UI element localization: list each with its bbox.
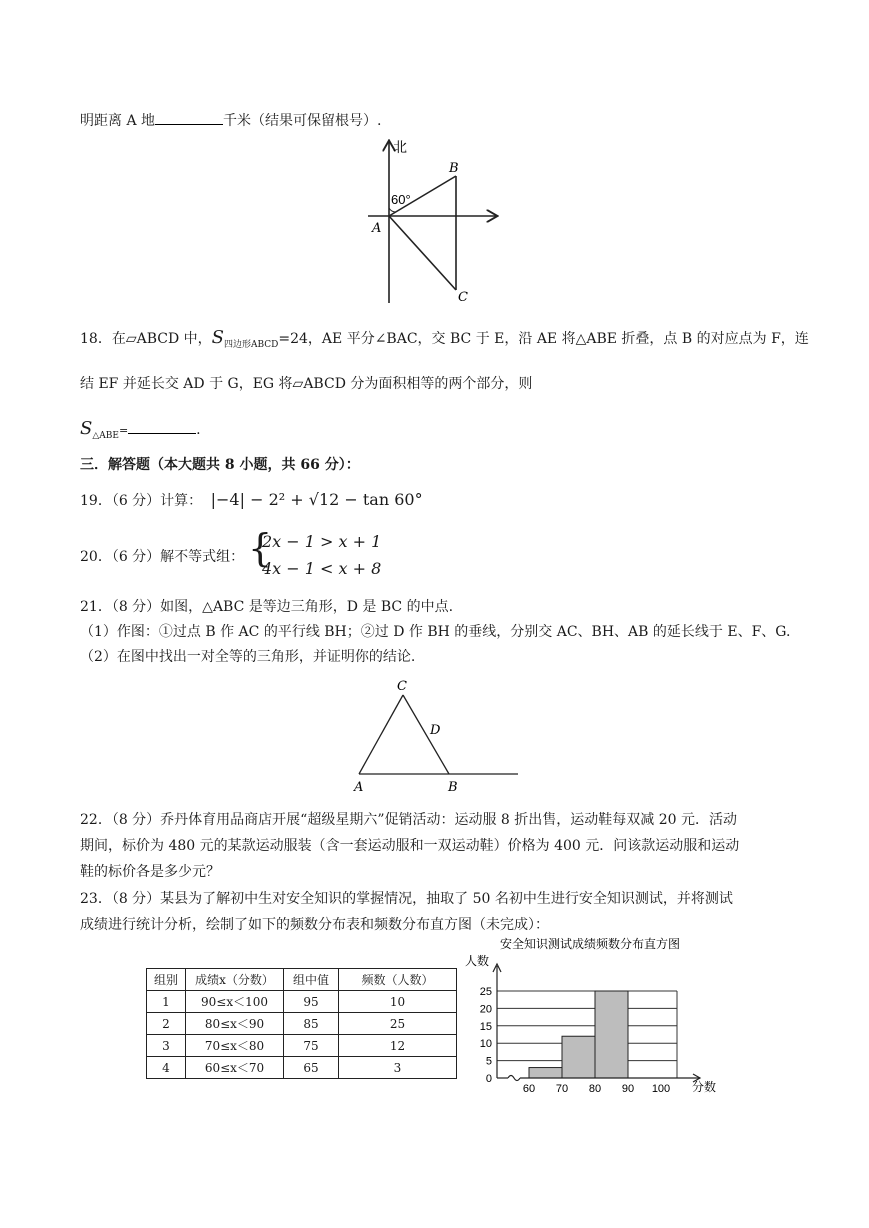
table-header: 组中值: [284, 969, 339, 991]
table-cell: 65: [284, 1057, 339, 1079]
fig17-diagram: [360, 138, 510, 308]
table-cell: 85: [284, 1013, 339, 1035]
table-cell: 60≤x＜70: [186, 1057, 284, 1079]
angle-label: 60°: [391, 192, 411, 207]
q18-ans-subscript: △ABE: [92, 431, 119, 441]
q23-line2: 成绩进行统计分析，绘制了如下的频数分布表和频数分布直方图（未完成）：: [80, 917, 549, 933]
x-tick-label: 90: [621, 1083, 635, 1095]
y-tick-label: 10: [479, 1038, 492, 1051]
segment-ac: [359, 695, 403, 774]
q17-text-after: 千米（结果可保留根号）.: [223, 113, 382, 129]
q20-inequality-1: 2x − 1 > x + 1: [262, 532, 382, 551]
chart-title: 安全知识测试成绩频数分布直方图: [500, 937, 681, 951]
y-axis-label: 人数: [465, 954, 490, 968]
table-cell: 4: [147, 1057, 186, 1079]
q18-area-symbol: S: [211, 327, 224, 348]
q22-line3: 鞋的标价各是多少元？: [80, 864, 220, 880]
table-header: 频数（人数）: [339, 969, 457, 991]
q18-line2: 结 EF 并延长交 AD 于 G，EG 将▱ABCD 分为面积相等的两个部分，则: [80, 376, 533, 392]
table-cell: 1: [147, 991, 186, 1013]
axis-break: [508, 1076, 520, 1081]
table-cell: 80≤x＜90: [186, 1013, 284, 1035]
histogram-bar: [595, 991, 628, 1078]
table-row: [147, 1057, 457, 1079]
x-tick-label: 60: [522, 1083, 536, 1095]
table-cell: 90≤x＜100: [186, 991, 284, 1013]
point-a-label: A: [354, 780, 364, 795]
point-a-label: A: [372, 221, 382, 236]
point-b-label: B: [448, 780, 458, 795]
histogram-bar: [529, 1068, 562, 1078]
point-c-label: C: [458, 290, 468, 305]
table-header: 成绩x（分数）: [186, 969, 284, 991]
table-cell: 12: [339, 1035, 457, 1057]
q22-line1: 22．（8 分）乔丹体育用品商店开展“超级星期六”促销活动：运动服 8 折出售，运动鞋每双减 20 元．活动: [80, 812, 738, 828]
section-3-heading: 三．解答题（本大题共 8 小题，共 66 分）：: [80, 457, 360, 473]
table-cell: 95: [284, 991, 339, 1013]
q18-ans-eq: =: [118, 424, 129, 437]
point-d-label: D: [430, 723, 441, 738]
q18-answer-line: [80, 418, 201, 441]
table-cell: 25: [339, 1013, 457, 1035]
q18-ans-symbol: S: [80, 418, 93, 439]
y-tick-label: 5: [485, 1055, 492, 1068]
x-tick-label: 70: [555, 1083, 569, 1095]
histogram-bar: [562, 1036, 595, 1078]
q19-label: 19．（6 分）计算：: [80, 493, 203, 509]
q21-line3: （2）在图中找出一对全等的三角形，并证明你的结论.: [80, 649, 416, 665]
y-tick-label: 15: [479, 1020, 492, 1033]
q18-ans-end: .: [196, 422, 201, 438]
q18-line1: [80, 327, 809, 350]
q20-brace: {: [248, 526, 273, 570]
q18-pre: 18．在▱ABCD 中，: [80, 331, 212, 347]
segment-cb: [403, 695, 449, 774]
point-c-label: C: [397, 679, 407, 694]
q22-line2: 期间，标价为 480 元的某款运动服装（含一套运动服和一双运动鞋）价格为 400 元．问该款运动服和运动: [80, 838, 740, 854]
table-cell: 2: [147, 1013, 186, 1035]
table-row: [147, 1013, 457, 1035]
q18-answer-blank[interactable]: [128, 419, 196, 434]
segment-ac: [389, 216, 456, 290]
q19-expression: |−4| − 2² + √12 − tan 60°: [210, 490, 423, 509]
table-cell: 70≤x＜80: [186, 1035, 284, 1057]
point-b-label: B: [449, 161, 459, 176]
q18-area-subscript: 四边形ABCD: [223, 340, 279, 350]
fig21-diagram: [340, 676, 525, 798]
q20-inequality-2: 4x − 1 < x + 8: [262, 559, 382, 578]
q18-post: =24，AE 平分∠BAC，交 BC 于 E，沿 AE 将△ABE 折叠，点 B 的对应点为 F，连: [278, 331, 809, 347]
table-header: 组别: [147, 969, 186, 991]
y-tick-label: 0: [485, 1073, 492, 1085]
table-cell: 3: [339, 1057, 457, 1079]
q19: [80, 490, 423, 510]
table-row: [147, 991, 457, 1013]
q17-tail: [80, 110, 381, 130]
histogram-chart: [460, 934, 730, 1100]
y-tick-label: 20: [479, 1003, 492, 1016]
table-cell: 75: [284, 1035, 339, 1057]
q21-line2: （1）作图：①过点 B 作 AC 的平行线 BH；②过 D 作 BH 的垂线，分别交 AC、BH、AB 的延长线于 E、F、G.: [80, 624, 791, 640]
table-cell: 10: [339, 991, 457, 1013]
q17-answer-blank[interactable]: [155, 110, 223, 125]
table-header-row: [147, 969, 457, 991]
q17-text-before: 明距离 A 地: [80, 113, 156, 129]
q23-line1: 23．（8 分）某县为了解初中生对安全知识的掌握情况，抽取了 50 名初中生进行安全知识测试，并将测试: [80, 891, 733, 907]
x-tick-label: 100: [651, 1083, 671, 1095]
table-row: [147, 1035, 457, 1057]
y-tick-label: 25: [479, 986, 492, 998]
q21-line1: 21．（8 分）如图，△ABC 是等边三角形，D 是 BC 的中点.: [80, 599, 454, 615]
x-tick-label: 80: [588, 1083, 602, 1095]
x-axis-label: 分数: [692, 1080, 717, 1094]
north-label: 北: [393, 140, 407, 156]
frequency-table: [146, 968, 457, 1079]
q20-label: 20．（6 分）解不等式组：: [80, 549, 245, 565]
table-cell: 3: [147, 1035, 186, 1057]
